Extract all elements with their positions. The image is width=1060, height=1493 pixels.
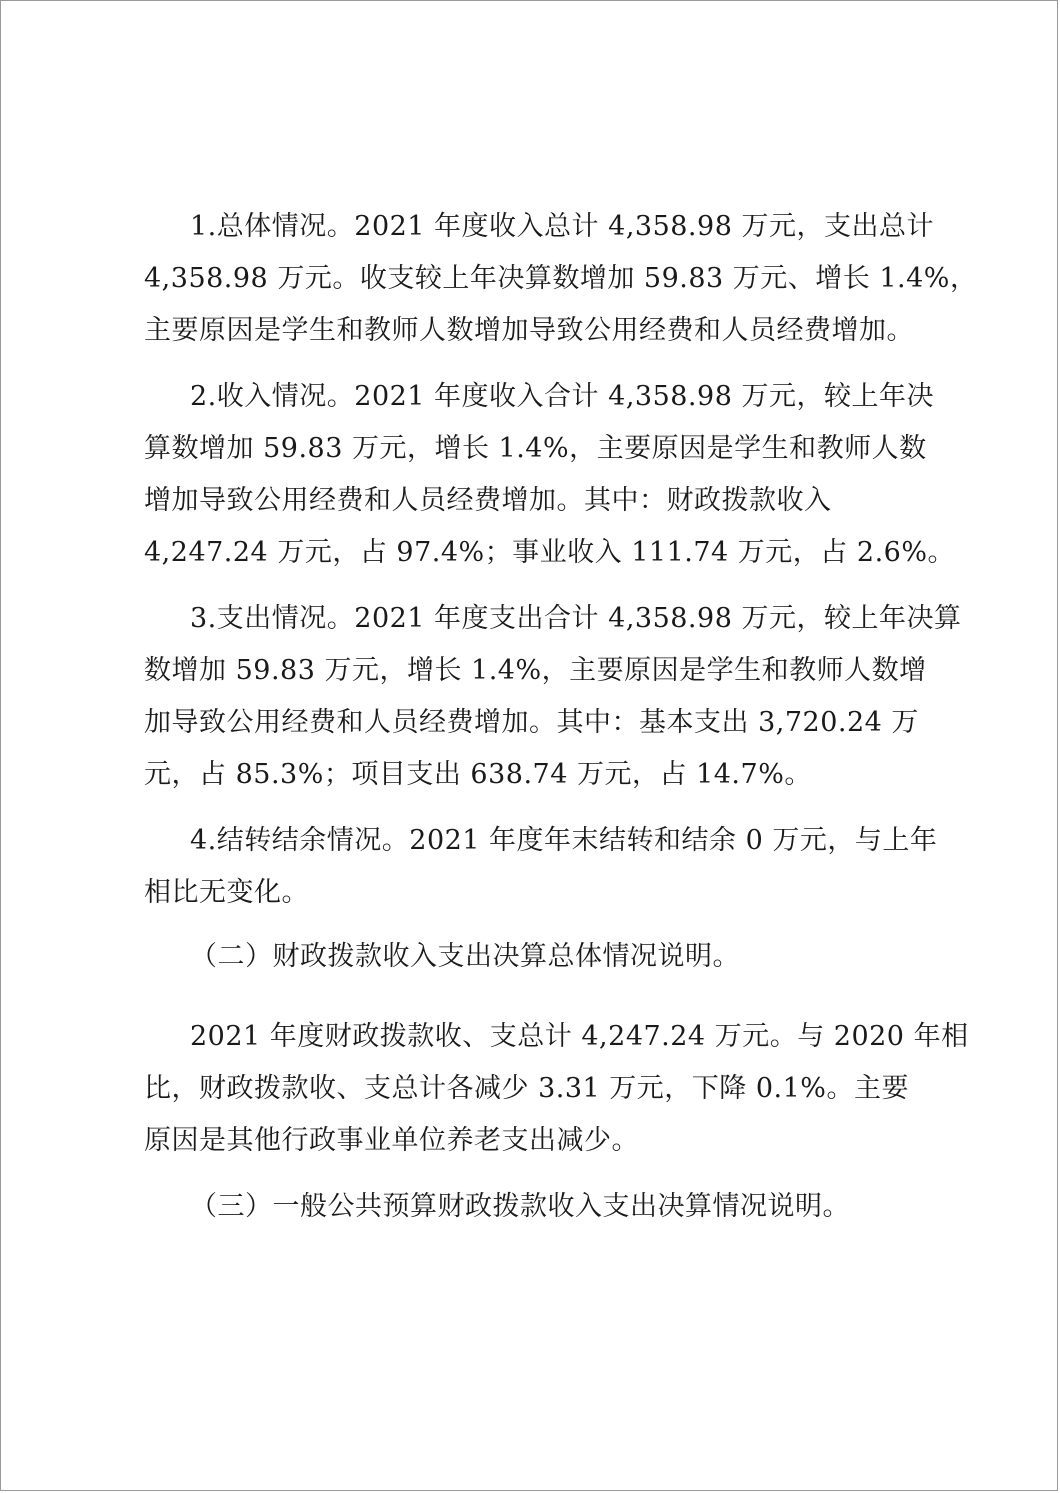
text-line: 原因是其他行政事业单位养老支出减少。 <box>144 1125 639 1156</box>
section-heading-3 <box>144 1181 850 1233</box>
text-line: 数增加 59.83 万元，增长 1.4%，主要原因是学生和教师人数增 <box>144 655 927 686</box>
text-line: 增加导致公用经费和人员经费增加。其中：财政拨款收入 <box>144 485 832 516</box>
text-line: 加导致公用经费和人员经费增加。其中：基本支出 3,720.24 万 <box>144 707 919 738</box>
paragraph-fiscal-appropriation <box>144 1011 969 1167</box>
text-line: 4,358.98 万元。收支较上年决算数增加 59.83 万元、增长 1.4%， <box>144 263 978 294</box>
text-line: 主要原因是学生和教师人数增加导致公用经费和人员经费增加。 <box>144 315 914 346</box>
text-line: 2021 年度财政拨款收、支总计 4,247.24 万元。与 2020 年相 <box>190 1021 969 1052</box>
section-heading-2 <box>144 931 740 983</box>
section-heading: （三）一般公共预算财政拨款收入支出决算情况说明。 <box>190 1191 850 1222</box>
text-line: 元，占 85.3%；项目支出 638.74 万元，占 14.7%。 <box>144 759 812 790</box>
paragraph-carryover <box>144 815 937 919</box>
text-line: 3.支出情况。2021 年度支出合计 4,358.98 万元，较上年决算 <box>190 603 962 634</box>
text-line: 1.总体情况。2021 年度收入总计 4,358.98 万元，支出总计 <box>190 211 934 242</box>
section-heading: （二）财政拨款收入支出决算总体情况说明。 <box>190 941 740 972</box>
paragraph-overall <box>144 201 977 357</box>
text-line: 比，财政拨款收、支总计各减少 3.31 万元，下降 0.1%。主要 <box>144 1073 909 1104</box>
text-line: 相比无变化。 <box>144 877 309 908</box>
paragraph-expenditure <box>144 593 961 801</box>
text-line: 4.结转结余情况。2021 年度年末结转和结余 0 万元，与上年 <box>190 825 938 856</box>
paragraph-income <box>144 371 955 579</box>
text-line: 2.收入情况。2021 年度收入合计 4,358.98 万元，较上年决 <box>190 381 934 412</box>
text-line: 4,247.24 万元，占 97.4%；事业收入 111.74 万元，占 2.6%。 <box>144 537 955 568</box>
text-line: 算数增加 59.83 万元，增长 1.4%，主要原因是学生和教师人数 <box>144 433 927 464</box>
